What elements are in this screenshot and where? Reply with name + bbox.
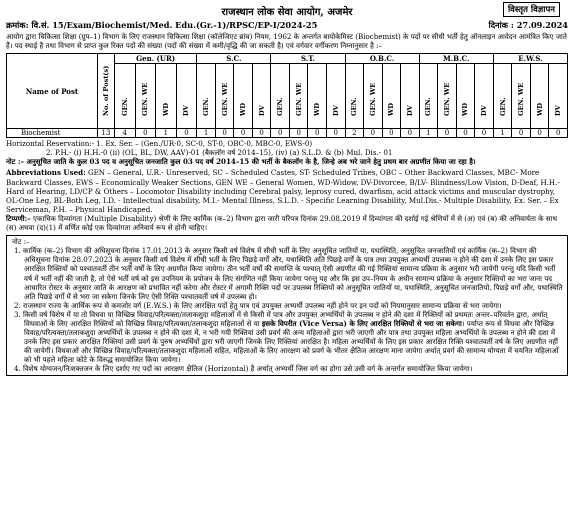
- sub-header: GEN. WE: [364, 64, 383, 129]
- vacancy-table: [6, 53, 568, 138]
- sub-header: GEN.: [115, 64, 136, 129]
- group-header: O.B.C.: [345, 54, 419, 64]
- table-cell: 2: [345, 129, 364, 138]
- horizontal-reservation-ph: 2. P.H.- (i) H.H.-0 (ii) (OL, BL, DW, AAV)-01 (बैकलॉग वर्ष 2014–15), (iv) (a) S.L.D. & (b) Mul. Dis.- 01: [46, 148, 393, 158]
- note-emphasis: इसके विपरीत (Vice Versa) के लिए आरक्षित रिक्तियों से भरा जा सकेगा: [261, 318, 462, 328]
- remark-text: एकाधिक दिव्यांगता (Multiple Disability) श्रेणी के लिए कार्मिक (क–2) विभाग द्वारा जारी परिपत्र दिनांक 29.08.2019 में दिव्यांगता की दर्शाई गई श्रेणियों में से (अ) एवं (ब) की अनिवार्यता के साथ (स) अथवा (द)(1) में वर्णित कोई एक दिव्यांगता अनिवार्य रूप से होनी चाहिए।: [6, 213, 558, 233]
- table-cell: 0: [271, 129, 290, 138]
- sub-header: GEN.: [345, 64, 364, 129]
- table-cell: 0: [135, 129, 156, 138]
- abbreviations: [6, 168, 568, 213]
- sub-header: GEN. WE: [438, 64, 457, 129]
- table-row: [7, 129, 568, 138]
- sub-header: DV: [475, 64, 494, 129]
- post-name-cell: Biochemist: [7, 129, 98, 138]
- sub-header: DV: [327, 64, 346, 129]
- post-total-cell: 13: [98, 129, 115, 138]
- table-cell: 0: [530, 129, 549, 138]
- sub-header: DV: [176, 64, 197, 129]
- notes-box: [6, 235, 568, 375]
- sub-header: WD: [234, 64, 253, 129]
- sub-header: WD: [156, 64, 177, 129]
- note-item: 3. किसी वर्ष विशेष में या तो विधवा या विच्छिन्न विवाह/परित्यक्ता/तलाकशुदा महिलाओं में से किसी में पात्र और उपयुक्त अभ्यर्थियों के उपलब्ध न होने की दशा में रिक्तियों को प्रथमतः अन्तर–परिवर्तन द्वारा, अर्थात् विधवाओं के लिए आरक्षित रिक्तियों को विच्छिन्न विवाह/परित्यक्ता/तलाकशुदा महिलाओं से या इसके विपरीत (Vice Versa) के लिए आरक्षित रिक्तियों से भरा जा सकेगा। पर्याप्त रूप से विधवा और विच्छिन्न विवाह/परित्यक्ता/तलाकशुदा अभ्यर्थियों के उपलब्ध न होने की दशा में, न भरी गयी रिक्तियां उसी प्रवर्ग की अन्य महिलाओं द्वारा भरी जाएगी और पात्र तथा उपयुक्त महिला अभ्यर्थियों के उपलब्ध न होने की दशा में उनके लिए इस प्रकार आरक्षित रिक्तियां उसी प्रवर्ग के पुरुष अभ्यर्थियों द्वारा भरी जाएगी जिनके लिए रिक्तियां आरक्षित है। महिला अभ्यर्थियों के लिए इस प्रकार आरक्षित रिक्ति पश्चातवर्ती वर्ष के लिए अग्रणीत नहीं की जायेगी। विधवाओं और विच्छिन्न विवाह/परित्यक्ता/तलाकशुदा महिलाओं सहित, महिलाओं के लिए आरक्षण को प्रवर्ग के भीतर क्षैतिज आरक्षण माना जायेगा अर्थात् प्रवर्ग की सामान्य योग्यता में चयनित महिलाओं को भी पहले महिला कोटे के विरुद्ध समायोजित किया जायेगा।: [14, 309, 559, 365]
- sub-header: WD: [382, 64, 401, 129]
- group-header: Gen. (UR): [115, 54, 197, 64]
- note-item: 2. राजस्थान राज्य के आर्थिक रूप से कमजोर वर्ग (E.W.S.) के लिए आरक्षित पदों हेतु पात्र एवं उपयुक्त अभ्यर्थी उपलब्ध नहीं होने पर इन पदों को नियमानुसार सामान्य प्रक्रिया से भरा जायेगा।: [14, 300, 502, 310]
- table-cell: 0: [234, 129, 253, 138]
- sub-header: GEN.: [493, 64, 512, 129]
- remark-label: टिप्पणी:–: [6, 213, 31, 223]
- sub-header: WD: [308, 64, 327, 129]
- sub-header: GEN. WE: [512, 64, 531, 129]
- detailed-advertisement-badge: विस्तृत विज्ञापन: [503, 2, 560, 17]
- table-cell: 0: [382, 129, 401, 138]
- advertisement-date: दिनांक : 27.09.2024: [488, 20, 568, 30]
- table-cell: 0: [308, 129, 327, 138]
- table-cell: 0: [215, 129, 234, 138]
- post-name-header: Name of Post: [7, 54, 98, 129]
- sub-header: GEN.: [419, 64, 438, 129]
- table-cell: 4: [115, 129, 136, 138]
- org-title: राजस्थान लोक सेवा आयोग, अजमेर: [221, 7, 353, 18]
- table-cell: 1: [493, 129, 512, 138]
- sub-header: GEN.: [271, 64, 290, 129]
- sub-header: GEN.: [197, 64, 216, 129]
- intro-paragraph: आयोग द्वारा चिकित्सा शिक्षा (ग्रुप–1) विभाग के लिए राजस्थान चिकित्सा शिक्षा (कॉलेजिएट ब्रांच) नियम, 1962 के अन्तर्गत बायोकेमिस्ट (Biochemist) के पदों पर सीधी भर्ती हेतु ऑनलाइन आवेदन आमंत्रित किए जाते हैं। पद स्थाई है तथा विभाग से प्राप्त कुल रिक्त पदों की संख्या (पदों की संख्या में कमी/वृद्धि की जा सकती है) एवं वर्गवार वर्गीकरण निम्नानुसार है :–: [6, 32, 567, 51]
- abbreviations-label: Abbreviations Used:: [6, 168, 86, 178]
- post-count-header: No. of Post(s): [98, 54, 115, 129]
- table-cell: 0: [364, 129, 383, 138]
- sub-header: GEN. WE: [135, 64, 156, 129]
- table-cell: 0: [289, 129, 308, 138]
- sub-header: DV: [401, 64, 420, 129]
- table-cell: 0: [549, 129, 568, 138]
- table-cell: 0: [456, 129, 475, 138]
- remark: [6, 214, 568, 232]
- backlog-note: नोट :– अनुसूचित जाति के कुल 03 पद व अनुसूचित जनजाति कुल 03 पद वर्ष 2014–15 की भर्ती के बैकलॉग के है, जिन्हे अब भरे जाने हेतु प्रथम बार अग्रणीत किया जा रहा है।: [6, 157, 476, 167]
- reference-row: [6, 20, 568, 31]
- group-header: E.W.S.: [493, 54, 567, 64]
- table-cell: 0: [327, 129, 346, 138]
- note-item: 1. कार्मिक (क–2) विभाग की अधिसूचना दिनांक 17.01.2013 के अनुसार किसी वर्ष विशेष में सीधी भर्ती के लिए अनुसूचित जातियों या, यथास्थिति, अनुसूचित जनजातियों एवं कार्मिक (क–2) विभाग की अधिसूचना दिनांक 28.07.2023 के अनुसार किसी वर्ष विशेष में सीधी भर्ती के लिए पिछड़े वर्गों और, यथास्थिति अति पिछड़े वर्गों के पात्र तथा उपयुक्त अभ्यर्थी उपलब्ध न होने की दशा में उनके लिए इस प्रकार आरक्षित रिक्तियों को पश्चातवर्ती तीन भर्ती वर्षों के लिए अग्रणीत किया जायेगा। तीन भर्ती वर्षों की समाप्ति के पश्चात् ऐसी अग्रणीत की गई रिक्तियां सामान्य प्रक्रिया के अनुसार भरी जायेगी परन्तु यदि किसी भर्ती वर्ष में भर्ती नहीं की जाती है, तो ऐसे भर्ती वर्ष को इस उपनियम के प्रयोजन के लिए संगणित नहीं किया जायेगा परन्तु यह और कि इस उप–नियम के अधीन सामान्य प्रक्रिया के अनुसार रिक्तियों का भरा जाना पद आधारित रोस्टर के अनुसार जाति के आरक्षण को प्रभावित नहीं करेगा और रोस्टर में अगामी रिक्ति पदों पर उपलब्ध रिक्तियों को अनुसूचित जातियों या, यथास्थिति, अनुसूचित जनजातियो, पिछड़े वर्गों और, यथास्थिति अति पिछड़े वर्गों में से भरा जा सकेगा जिनके लिए ऐसी रिक्ति पश्चातवर्ती वर्ष में उपलब्ध हो।: [14, 246, 563, 301]
- table-cell: 0: [438, 129, 457, 138]
- table-cell: 0: [475, 129, 494, 138]
- table-cell: 1: [197, 129, 216, 138]
- note-item: 4. विशेष योग्यजन/निःशक्तजन के लिए दर्शाए गए पदों का आरक्षण क्षैतिज (Horizontal) है अर्थात् अभ्यर्थी जिस वर्ग का होगा उसे उसी वर्ग के अन्तर्गत समायोजित किया जायेगा।: [14, 364, 473, 374]
- table-cell: 0: [176, 129, 197, 138]
- horizontal-reservation: Horizontal Reservation:- 1. Ex. Ser. – (Gen./UR-0, SC-0, ST-0, OBC-0, MBC-0, EWS-0): [6, 139, 313, 149]
- table-cell: 1: [419, 129, 438, 138]
- group-header: S.C.: [197, 54, 271, 64]
- notes-label: नोट :–: [12, 237, 30, 247]
- sub-header: WD: [530, 64, 549, 129]
- sub-header: GEN. WE: [215, 64, 234, 129]
- table-cell: 0: [401, 129, 420, 138]
- sub-header: GEN. WE: [289, 64, 308, 129]
- reference-number: क्रमांक: वि.सं. 15/Exam/Biochemist/Med. Edu.(Gr.-1)/RPSC/EP-I/2024-25: [6, 20, 318, 30]
- group-header: S.T.: [271, 54, 345, 64]
- sub-header: DV: [252, 64, 271, 129]
- sub-header: WD: [456, 64, 475, 129]
- table-cell: 1: [156, 129, 177, 138]
- abbreviations-text: GEN – General, U.R.- Unreserved, SC – Scheduled Castes, ST- Scheduled Tribes, OBC – Other Backward Classes, MBC- More Backward Classes, EWS – Economically Weaker Sections, GEN WE – General Women, WD-Widow, DV-Divorcee, B/LV- Blindness/Low Vision, D-Deaf, H.H.-Hard of Hearing, LD/CP & Others – Locomotor Disability including Cerebral palsy, leprosy cured, dwarfism, acid attack victims and muscular dystrophy, OL-One Leg, BL-Both Leg, I.D. - Intellectual disability, M.I.- Mental Illness, S.L.D. - Specific Learning Disability, Mul.Dis.- Multiple Disability, Ex. Ser. – Ex Serviceman, P.H. – Physical Handicaped.: [6, 168, 560, 214]
- group-header: M.B.C.: [419, 54, 493, 64]
- table-cell: 0: [252, 129, 271, 138]
- sub-header: DV: [549, 64, 568, 129]
- table-cell: 0: [512, 129, 531, 138]
